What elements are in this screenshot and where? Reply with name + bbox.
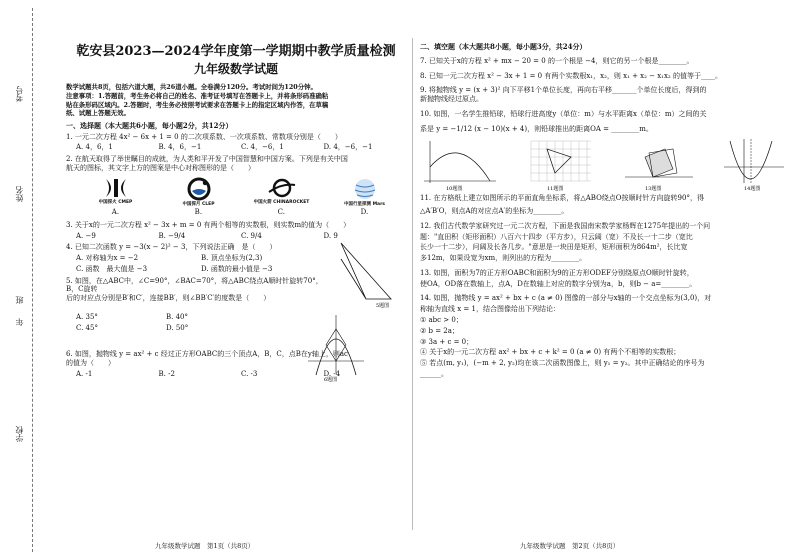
figure-13	[623, 137, 695, 191]
section-2-title: 二、填空题（本大题共8小题，每小题3分，共24分）	[420, 42, 587, 51]
cmep-logo: 中国探火 CMEP	[81, 177, 151, 208]
figure-5	[336, 239, 396, 309]
figure-10	[420, 137, 500, 191]
label-xingming: 姓名	[15, 186, 24, 202]
figure-6	[306, 313, 366, 383]
exam-title: 乾安县2023—2024学年度第一学期期中教学质量检测	[76, 44, 396, 59]
question-2: 2. 在航天取得了举世瞩目的成就，为人类和平开发了中国智慧和中国方案。下列是有关中国 航天的图标，其文字上方的图案是中心对称图形的是（ ）	[66, 155, 348, 172]
q2-logos	[74, 177, 406, 208]
q5-options: A. 35° B. 40° C. 45° D. 50°	[76, 312, 189, 332]
left-column	[66, 6, 406, 382]
cut-line	[32, 8, 33, 552]
footer-left: 九年级数学试题 第1页（共8页）	[155, 542, 255, 550]
question-3: 3. 关于x的一元二次方程 x² − 3x + m = 0 有两个相等的实数根，则实数m的值为（ ）	[66, 220, 351, 229]
right-column	[420, 40, 786, 382]
q4-options: A. 对称轴为x = −2 B. 顶点坐标为(2,3) C. 函数 最大值是 −3 D. 函数的最小值是 −3	[76, 254, 273, 273]
svg-text:14题图: 14题图	[743, 186, 761, 192]
exam-subtitle: 九年级数学试题	[193, 62, 278, 77]
question-12: 12. 我们古代数学家研究过一元二次方程，下面是我国南宋数学家杨辉在1275年提出的一个问 题："直田积（矩形面积）八百六十四步（平方步），只云阔（宽）不及长一十二步（宽比 长少一十二步），问阔及长各几步。"意思是一块田是矩形，矩形面积为864m²，长比宽 多12m，如果设宽为xm，则列出的方程为________。	[420, 221, 711, 263]
svg-text:5题图: 5题图	[376, 303, 390, 310]
svg-text:11题图: 11题图	[547, 186, 564, 192]
question-10: 10. 如图，一名学生推铅球，铅球行进高度y（单位：m）与水平距离x（单位：m）之间的关 系是 y = −1/12 (x − 10)(x + 4)，则铅球推出的距离OA = ________m。	[420, 109, 707, 133]
china-rocket-logo: 中国火箭 CHINAROCKET	[247, 177, 317, 208]
question-8: 8. 已知一元二次方程 x² − 3x + 1 = 0 有两个实数根x₁，x₂，则 x₁ + x₂ − x₁x₂ 的值等于____。	[420, 71, 722, 80]
question-4: 4. 已知二次函数 y = −3(x − 2)² − 3，下列说法正确 是（ ）	[66, 243, 277, 252]
column-divider	[412, 38, 413, 530]
label-xuexiao: 学校	[15, 426, 24, 442]
q1-options: A. 4，6，1 B. 4，6，−1 C. 4，−6，1 D. 4，−6，−1	[76, 143, 373, 152]
section-1-title: 一、选择题（本大题共6小题，每小题2分，共12分）	[66, 120, 233, 130]
figures-row	[420, 137, 786, 191]
mars-logo: 中国行星探测 Mars	[330, 177, 400, 208]
q6-options: A. -1 B. -2 C. -3 D. -4	[76, 369, 341, 378]
label-nian: 年	[15, 318, 24, 326]
q3-options: A. −9 B. −9/4 C. 9/4 D. 9	[76, 231, 338, 240]
label-kaohao: 考号	[15, 86, 24, 102]
question-7: 7. 已知关于x的方程 x² + mx − 20 = 0 的一个根是 −4，则它的另一个根是________。	[420, 56, 694, 65]
question-1: 1. 一元二次方程 4x² − 6x + 1 = 0 的二次项系数、一次项系数、常数项分别是（ ）	[66, 132, 342, 141]
clep-logo: 中国探月 CLEP	[164, 177, 234, 208]
label-ban: 班	[15, 296, 24, 304]
question-14: 14. 如图，抛物线 y = ax² + bx + c (a ≠ 0) 图像的一部分与x轴的一个交点坐标为(3,0)，对 称轴为直线 x = 1，结合图像给出下列结论： ① abc > 0； ② b = 2a； ③ 3a + c = 0； ④ 关于x的一元二次方程 ax² + bx + c + k² = 0 (a ≠ 0) 有两个不相等的实数根； ⑤ 若点(m, y₁)，(−m + 2, y₂)均在该二次函数图像上，则 y₁ = y₂。其中正确结论的序号为 ______。	[420, 294, 712, 379]
footer-right: 九年级数学试题 第2页（共8页）	[520, 542, 620, 550]
svg-text:10题图: 10题图	[446, 186, 463, 192]
question-6: 6. 如图，抛物线 y = ax² + c 经过正方形OABC的三个顶点A，B，C，点B在y轴上，则ac 的值为（ ）	[66, 350, 348, 368]
question-11: 11. 在方格纸上建立如图所示的平面直角坐标系，将△ABO绕点O按顺时针方向旋转90°，得 △A′B′O，则点A的对应点A′的坐标为________。	[420, 194, 704, 215]
question-13: 13. 如图，面积为7的正方形OABC和面积为9的正方形ODEF分别绕原点O顺时针旋转， 使OA，OD落在数轴上，点A，D在数轴上对应的数字分别为a，b，则b − a=________。	[420, 269, 697, 288]
figure-14	[722, 137, 786, 191]
question-9: 9. 将抛物线 y = (x + 3)² 向下平移1个单位长度，再向右平移_______个单位长度后，得到的 新抛物线经过原点。	[420, 86, 707, 103]
binding-strip	[0, 0, 48, 560]
svg-text:6题图: 6题图	[324, 377, 338, 384]
svg-text:13题图: 13题图	[644, 186, 662, 192]
q2-option-labels: A. B. C. D.	[111, 208, 369, 217]
question-5: 5. 如图，在△ABC中，∠C=90°，∠BAC=70°，将△ABC绕点A顺时针旋转70°，B，C旋转 后的对应点分别是B′和C′，连接BB′，则∠BB′C′的度数是（ ）	[66, 276, 323, 303]
exam-notice: 数学试题共8页，包括六道大题，共26道小题。全卷满分120分。考试时间为120分钟。 注意事项：1.答题前，考生务必将自己的姓名、准考证号填写在答题卡上，并将条形码准确粘 贴在条形码区域内。2.答题时，考生务必按照考试要求在答题卡上的指定区域内作答，在草稿 纸、试题上答题无效。	[66, 83, 329, 118]
figure-11	[527, 137, 595, 191]
